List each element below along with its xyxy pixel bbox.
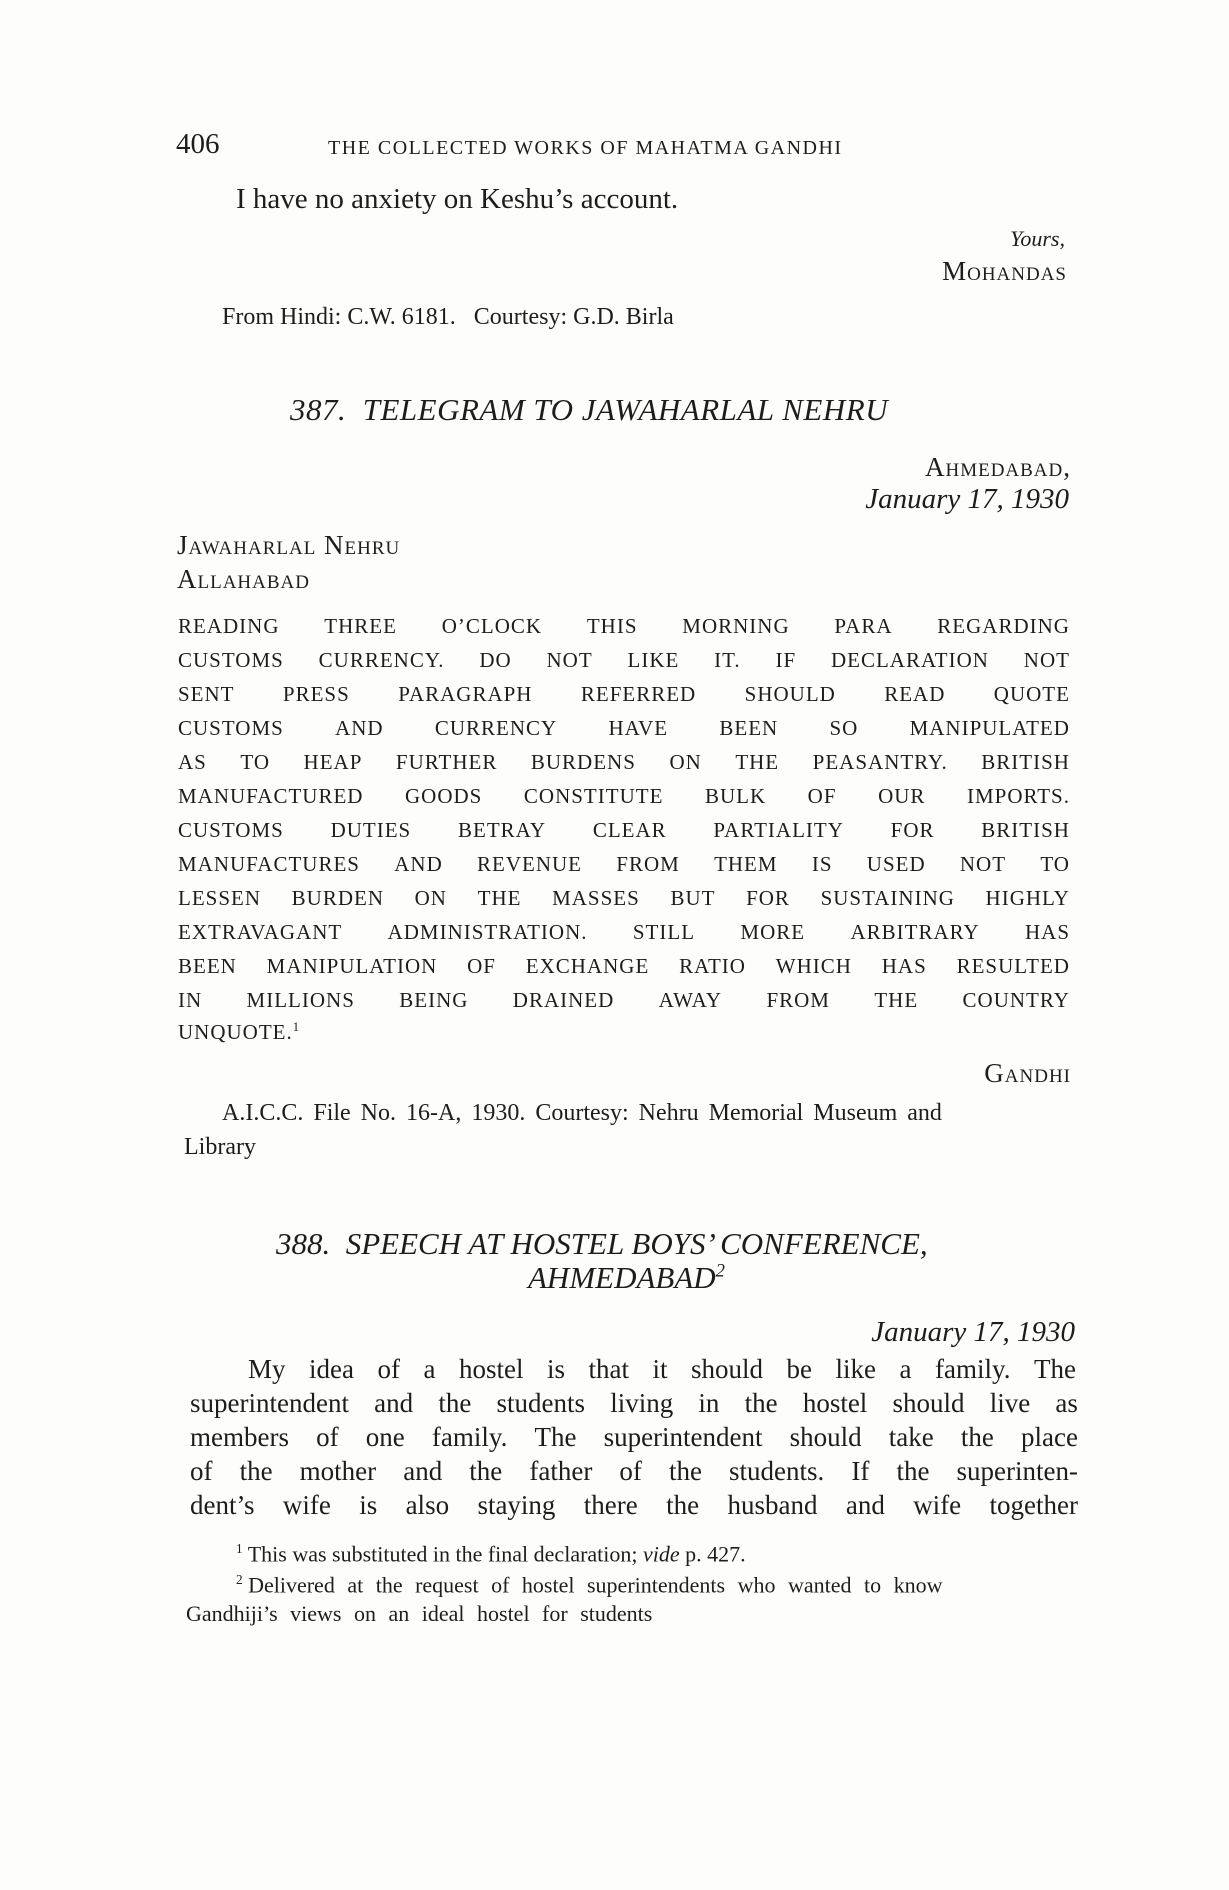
word: MORNING	[682, 614, 790, 638]
word: FOR	[746, 886, 790, 910]
word: hostel	[802, 1388, 868, 1418]
running-title: THE COLLECTED WORKS OF MAHATMA GANDHI	[328, 137, 843, 159]
word: the	[666, 1490, 700, 1520]
word: BETRAY	[458, 818, 547, 842]
word: EXCHANGE	[525, 954, 650, 978]
word: LIKE	[627, 648, 680, 672]
word: that	[588, 1354, 629, 1384]
word: PARTIALITY	[713, 818, 844, 842]
word: also	[405, 1490, 450, 1520]
word: NOT	[1023, 648, 1070, 672]
word: NOT	[546, 648, 593, 672]
word: HAS	[1024, 920, 1070, 944]
word: students.	[729, 1456, 825, 1486]
word: PARA	[834, 614, 893, 638]
word: a	[899, 1354, 912, 1384]
addressee-name: Jawaharlal Nehru	[177, 530, 401, 560]
word: OUR	[878, 784, 926, 808]
word: it	[652, 1354, 668, 1384]
footnote-2-line-2: Gandhiji’s views on an ideal hostel for students	[186, 1601, 653, 1626]
word: superintendent	[603, 1422, 763, 1452]
word: BEEN	[719, 716, 779, 740]
word: DRAINED	[512, 988, 615, 1012]
section-388-place: AHMEDABAD	[528, 1260, 716, 1295]
word: OF	[467, 954, 496, 978]
telegram-date: January 17, 1930	[865, 483, 1069, 515]
word: and	[403, 1456, 443, 1486]
word: If	[851, 1456, 870, 1486]
telegram-line	[178, 886, 1070, 911]
word: BEEN	[178, 954, 237, 978]
footnote-1-mark: 1	[236, 1541, 243, 1556]
word: TO	[1040, 852, 1070, 876]
word: MANIPULATION	[266, 954, 438, 978]
word: USED	[866, 852, 926, 876]
addressee-place: Allahabad	[177, 564, 310, 594]
word: ADMINISTRATION.	[387, 920, 588, 944]
letter-closing-line: I have no anxiety on Keshu’s account.	[236, 183, 679, 215]
word: FROM	[766, 988, 830, 1012]
word: AND	[394, 852, 443, 876]
word: together	[989, 1490, 1078, 1520]
speech-line	[190, 1388, 1078, 1419]
word: The	[1033, 1354, 1076, 1384]
word: THEM	[714, 852, 778, 876]
word: CUSTOMS	[178, 648, 284, 672]
speech-line	[248, 1354, 1076, 1385]
word: wife	[282, 1490, 331, 1520]
word: the	[744, 1388, 778, 1418]
word: My	[248, 1354, 286, 1384]
telegram-source-line-2: Library	[184, 1134, 256, 1160]
telegram-line	[178, 614, 1070, 639]
word: IS	[811, 852, 833, 876]
word: MANIPULATED	[909, 716, 1070, 740]
word: REVENUE	[477, 852, 582, 876]
word: staying	[477, 1490, 556, 1520]
word: MANUFACTURES	[178, 852, 360, 876]
word: EXTRAVAGANT	[178, 920, 343, 944]
word: STILL	[632, 920, 696, 944]
word: idea	[309, 1354, 354, 1384]
telegram-last-line	[178, 1020, 300, 1045]
word: HEAP	[303, 750, 363, 774]
word: BULK	[704, 784, 767, 808]
word: LESSEN	[178, 886, 262, 910]
word: in	[698, 1388, 720, 1418]
telegram-line	[178, 920, 1070, 945]
word: there	[583, 1490, 638, 1520]
word: HIGHLY	[985, 886, 1070, 910]
word: ARBITRARY	[850, 920, 980, 944]
word: The	[534, 1422, 577, 1452]
footnote-1-page: p. 427.	[685, 1541, 746, 1567]
word: wife	[913, 1490, 962, 1520]
word: the	[668, 1456, 702, 1486]
word: and	[374, 1388, 414, 1418]
footnote-ref-2: 2	[715, 1260, 725, 1282]
word: FOR	[890, 818, 935, 842]
footnote-1-text: This was substituted in the final declaration;	[247, 1541, 638, 1567]
word: THE	[735, 750, 780, 774]
word: REGARDING	[937, 614, 1070, 638]
word: READING	[178, 614, 280, 638]
telegram-line	[178, 818, 1070, 843]
footnote-2-text: Delivered at the request of hostel superintendents who wanted to know	[248, 1572, 943, 1598]
word: one	[365, 1422, 405, 1452]
word: THE	[477, 886, 522, 910]
word: HAVE	[608, 716, 669, 740]
page-number: 406	[176, 128, 220, 160]
footnote-1-vide: vide	[643, 1541, 680, 1567]
word: DUTIES	[330, 818, 412, 842]
word: of	[316, 1422, 339, 1452]
letter-yours: Yours,	[1010, 226, 1065, 251]
word: BRITISH	[981, 750, 1070, 774]
word: CLEAR	[592, 818, 667, 842]
word: SENT	[178, 682, 235, 706]
word: is	[546, 1354, 565, 1384]
word: PARAGRAPH	[398, 682, 533, 706]
word: CURRENCY	[434, 716, 558, 740]
telegram-line	[178, 954, 1070, 979]
telegram-line	[178, 648, 1070, 673]
word: MANUFACTURED	[178, 784, 364, 808]
word: mother	[299, 1456, 377, 1486]
telegram-line	[178, 716, 1070, 741]
word: is	[359, 1490, 378, 1520]
word: GOODS	[405, 784, 483, 808]
word: like	[835, 1354, 877, 1384]
word: REFERRED	[580, 682, 697, 706]
section-387-heading: 387. TELEGRAM TO JAWAHARLAL NEHRU	[290, 392, 889, 427]
word: of	[190, 1456, 213, 1486]
word: THIS	[586, 614, 638, 638]
telegram-line	[178, 852, 1070, 877]
telegram-line	[178, 988, 1070, 1013]
footnote-2-body	[236, 1572, 942, 1598]
word: MASSES	[552, 886, 640, 910]
word: DECLARATION	[830, 648, 989, 672]
word: ON	[414, 886, 447, 910]
word: MORE	[740, 920, 806, 944]
word: QUOTE	[993, 682, 1070, 706]
word: place	[1021, 1422, 1078, 1452]
word: CUSTOMS	[178, 818, 284, 842]
word: a	[423, 1354, 436, 1384]
word: HAS	[881, 954, 927, 978]
word: superintendent	[190, 1388, 349, 1418]
word: AS	[178, 750, 207, 774]
word: family.	[935, 1354, 1011, 1384]
word: hostel	[458, 1354, 524, 1384]
letter-signature: Mohandas	[942, 256, 1067, 286]
word: O’CLOCK	[441, 614, 543, 638]
word: OF	[807, 784, 837, 808]
word: RATIO	[679, 954, 746, 978]
telegram-source-line-1	[222, 1100, 1074, 1127]
word: the	[438, 1388, 472, 1418]
speech-line	[190, 1422, 1078, 1453]
word: of	[377, 1354, 400, 1384]
telegram-place: Ahmedabad,	[924, 452, 1071, 482]
telegram-source-text: A.I.C.C. File No. 16-A, 1930. Courtesy: Nehru Memorial Museum and	[222, 1100, 942, 1126]
word: IN	[178, 988, 203, 1012]
speech-date: January 17, 1930	[871, 1316, 1075, 1348]
footnote-2-line-1	[236, 1572, 1076, 1598]
word: students	[496, 1388, 586, 1418]
word: family.	[431, 1422, 508, 1452]
footnote-2-mark: 2	[236, 1572, 243, 1587]
footnote-1	[236, 1541, 746, 1567]
word: superinten-	[956, 1456, 1078, 1486]
word: BURDEN	[291, 886, 384, 910]
word: FROM	[616, 852, 680, 876]
word: RESULTED	[956, 954, 1070, 978]
word: SO	[829, 716, 859, 740]
word: the	[960, 1422, 994, 1452]
word: be	[786, 1354, 813, 1384]
word: live	[989, 1388, 1031, 1418]
word: CURRENCY.	[318, 648, 445, 672]
section-388-heading-line-1: 388. SPEECH AT HOSTEL BOYS’ CONFERENCE,	[276, 1226, 928, 1261]
telegram-unquote: UNQUOTE.	[178, 1020, 293, 1044]
word: IMPORTS.	[966, 784, 1070, 808]
word: IT.	[714, 648, 741, 672]
word: of	[619, 1456, 642, 1486]
word: NOT	[959, 852, 1007, 876]
word: living	[610, 1388, 674, 1418]
word: as	[1055, 1388, 1078, 1418]
word: IF	[775, 648, 797, 672]
word: the	[469, 1456, 503, 1486]
speech-line	[190, 1456, 1078, 1487]
word: CUSTOMS	[178, 716, 284, 740]
word: dent’s	[190, 1490, 255, 1520]
word: THE	[874, 988, 919, 1012]
word: should	[892, 1388, 965, 1418]
word: READ	[884, 682, 946, 706]
word: take	[888, 1422, 934, 1452]
word: DO	[479, 648, 512, 672]
letter-source: From Hindi: C.W. 6181. Courtesy: G.D. Birla	[222, 304, 674, 330]
word: the	[239, 1456, 273, 1486]
word: THREE	[324, 614, 397, 638]
word: should	[691, 1354, 764, 1384]
word: PEASANTRY.	[812, 750, 948, 774]
word: father	[529, 1456, 593, 1486]
word: BEING	[399, 988, 469, 1012]
word: COUNTRY	[962, 988, 1070, 1012]
word: BURDENS	[530, 750, 636, 774]
word: members	[190, 1422, 289, 1452]
telegram-line	[178, 750, 1070, 775]
word: PRESS	[282, 682, 350, 706]
footnote-ref-1: 1	[292, 1020, 301, 1034]
word: CONSTITUTE	[523, 784, 664, 808]
telegram-line	[178, 784, 1070, 809]
word: SUSTAINING	[820, 886, 955, 910]
word: AWAY	[658, 988, 723, 1012]
word: and	[845, 1490, 885, 1520]
word: husband	[727, 1490, 818, 1520]
word: SHOULD	[744, 682, 836, 706]
word: BUT	[670, 886, 716, 910]
word: should	[789, 1422, 862, 1452]
word: AND	[335, 716, 384, 740]
word: TO	[240, 750, 271, 774]
telegram-signature: Gandhi	[984, 1058, 1071, 1088]
word: WHICH	[775, 954, 852, 978]
word: FURTHER	[395, 750, 498, 774]
word: the	[896, 1456, 930, 1486]
word: ON	[669, 750, 702, 774]
section-388-heading-line-2	[528, 1260, 725, 1296]
word: BRITISH	[981, 818, 1070, 842]
word: MILLIONS	[246, 988, 355, 1012]
speech-line	[190, 1490, 1078, 1521]
telegram-line	[178, 682, 1070, 707]
